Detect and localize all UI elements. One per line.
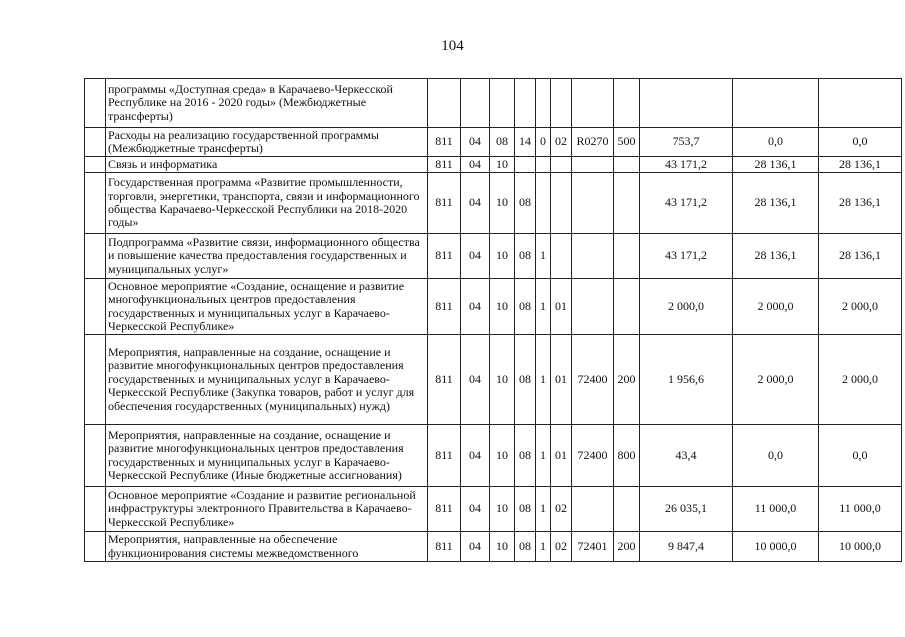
- cell-subsection: 10: [490, 234, 515, 279]
- table-row: [85, 157, 902, 173]
- table-row: [85, 79, 902, 128]
- cell-gov-code: 811: [428, 425, 461, 487]
- cell-expense-type: [614, 234, 640, 279]
- table-row: [85, 279, 902, 335]
- cell-gov-code: 811: [428, 335, 461, 425]
- row-margin-cell: [85, 335, 106, 425]
- cell-gov-code: 811: [428, 173, 461, 234]
- row-margin-cell: [85, 234, 106, 279]
- cell-amount-2020: 2 000,0: [819, 335, 902, 425]
- cell-amount-2019: 28 136,1: [733, 234, 819, 279]
- cell-amount-2018: 26 035,1: [640, 487, 733, 532]
- cell-expense-type: 500: [614, 128, 640, 157]
- cell-gov-code: [428, 79, 461, 128]
- row-margin-cell: [85, 157, 106, 173]
- cell-amount-2018: 43 171,2: [640, 173, 733, 234]
- cell-gov-code: 811: [428, 234, 461, 279]
- cell-event: [551, 157, 572, 173]
- row-margin-cell: [85, 532, 106, 562]
- cell-event: [551, 173, 572, 234]
- table-row: [85, 532, 902, 562]
- cell-program: 08: [515, 335, 536, 425]
- cell-program: 08: [515, 234, 536, 279]
- cell-direction: [572, 234, 614, 279]
- cell-expense-type: 200: [614, 335, 640, 425]
- budget-table: [84, 78, 902, 562]
- row-margin-cell: [85, 79, 106, 128]
- table-row: [85, 173, 902, 234]
- row-name: Мероприятия, направленные на создание, оснащение и развитие многофункциональных центров предоставления государственных и муниципальных услуг в Карачаево-Черкесской Республике (Иные бюджетные ассигнования): [106, 425, 428, 487]
- cell-amount-2020: 11 000,0: [819, 487, 902, 532]
- cell-direction: [572, 279, 614, 335]
- cell-amount-2018: 9 847,4: [640, 532, 733, 562]
- cell-amount-2018: [640, 79, 733, 128]
- cell-subprogram: [536, 173, 551, 234]
- cell-subsection: 10: [490, 279, 515, 335]
- cell-amount-2018: 43 171,2: [640, 234, 733, 279]
- cell-section: 04: [461, 128, 490, 157]
- cell-subprogram: 1: [536, 234, 551, 279]
- cell-section: 04: [461, 335, 490, 425]
- row-name: Расходы на реализацию государственной программы (Межбюджетные трансферты): [106, 128, 428, 157]
- row-margin-cell: [85, 279, 106, 335]
- cell-subsection: 08: [490, 128, 515, 157]
- cell-event: 02: [551, 128, 572, 157]
- cell-program: 08: [515, 279, 536, 335]
- cell-subprogram: 0: [536, 128, 551, 157]
- cell-expense-type: [614, 157, 640, 173]
- cell-expense-type: [614, 279, 640, 335]
- cell-amount-2020: 28 136,1: [819, 234, 902, 279]
- cell-event: [551, 79, 572, 128]
- cell-subprogram: 1: [536, 279, 551, 335]
- cell-subprogram: 1: [536, 532, 551, 562]
- cell-amount-2018: 43,4: [640, 425, 733, 487]
- cell-event: 01: [551, 279, 572, 335]
- cell-amount-2019: 28 136,1: [733, 173, 819, 234]
- cell-amount-2019: 11 000,0: [733, 487, 819, 532]
- cell-amount-2018: 753,7: [640, 128, 733, 157]
- cell-section: 04: [461, 234, 490, 279]
- cell-direction: [572, 487, 614, 532]
- row-name: Мероприятия, направленные на создание, оснащение и развитие многофункциональных центров предоставления государственных и муниципальных услуг в Карачаево-Черкесской Республике (Закупка товаров, работ и услуг для обеспечения государственных (муниципальных) нужд): [106, 335, 428, 425]
- cell-subprogram: [536, 157, 551, 173]
- cell-event: 01: [551, 425, 572, 487]
- cell-direction: 72400: [572, 425, 614, 487]
- cell-program: [515, 157, 536, 173]
- cell-program: 08: [515, 532, 536, 562]
- table-row: [85, 425, 902, 487]
- table-row: [85, 128, 902, 157]
- cell-program: 08: [515, 425, 536, 487]
- cell-subsection: 10: [490, 173, 515, 234]
- cell-amount-2020: 28 136,1: [819, 173, 902, 234]
- cell-subprogram: [536, 79, 551, 128]
- cell-section: 04: [461, 487, 490, 532]
- cell-amount-2020: 0,0: [819, 425, 902, 487]
- row-margin-cell: [85, 425, 106, 487]
- cell-amount-2020: 0,0: [819, 128, 902, 157]
- table-row: [85, 487, 902, 532]
- cell-expense-type: 200: [614, 532, 640, 562]
- row-name: Основное мероприятие «Создание и развитие региональной инфраструктуры электронного Правительства в Карачаево-Черкесской Республике»: [106, 487, 428, 532]
- cell-amount-2019: 2 000,0: [733, 279, 819, 335]
- cell-program: 08: [515, 487, 536, 532]
- cell-gov-code: 811: [428, 128, 461, 157]
- cell-direction: [572, 79, 614, 128]
- cell-subsection: 10: [490, 335, 515, 425]
- cell-event: 02: [551, 487, 572, 532]
- cell-section: 04: [461, 173, 490, 234]
- row-name: программы «Доступная среда» в Карачаево-Черкесской Республике на 2016 - 2020 годы» (Межбюджетные трансферты): [106, 79, 428, 128]
- cell-direction: [572, 173, 614, 234]
- cell-gov-code: 811: [428, 532, 461, 562]
- cell-program: [515, 79, 536, 128]
- cell-amount-2019: 2 000,0: [733, 335, 819, 425]
- cell-amount-2019: [733, 79, 819, 128]
- cell-section: 04: [461, 532, 490, 562]
- cell-subsection: 10: [490, 157, 515, 173]
- cell-subprogram: 1: [536, 335, 551, 425]
- cell-section: 04: [461, 425, 490, 487]
- cell-event: 02: [551, 532, 572, 562]
- cell-direction: [572, 157, 614, 173]
- cell-expense-type: [614, 173, 640, 234]
- cell-expense-type: [614, 79, 640, 128]
- table-row: [85, 335, 902, 425]
- row-margin-cell: [85, 128, 106, 157]
- cell-program: 08: [515, 173, 536, 234]
- cell-program: 14: [515, 128, 536, 157]
- cell-amount-2020: 2 000,0: [819, 279, 902, 335]
- row-name: Мероприятия, направленные на обеспечение функционирования системы межведомственного: [106, 532, 428, 562]
- cell-event: 01: [551, 335, 572, 425]
- row-name: Подпрограмма «Развитие связи, информационного общества и повышение качества предоставления государственных и муниципальных услуг»: [106, 234, 428, 279]
- row-margin-cell: [85, 173, 106, 234]
- cell-direction: 72401: [572, 532, 614, 562]
- cell-subprogram: 1: [536, 425, 551, 487]
- row-name: Связь и информатика: [106, 157, 428, 173]
- cell-amount-2020: 28 136,1: [819, 157, 902, 173]
- cell-amount-2018: 43 171,2: [640, 157, 733, 173]
- row-name: Государственная программа «Развитие промышленности, торговли, энергетики, транспорта, связи и информационного общества Карачаево-Черкесской Республики на 2018-2020 годы»: [106, 173, 428, 234]
- cell-section: [461, 79, 490, 128]
- cell-expense-type: [614, 487, 640, 532]
- cell-gov-code: 811: [428, 157, 461, 173]
- page-number: 104: [441, 38, 464, 54]
- table-row: [85, 234, 902, 279]
- cell-amount-2019: 28 136,1: [733, 157, 819, 173]
- cell-subsection: 10: [490, 487, 515, 532]
- cell-amount-2019: 0,0: [733, 128, 819, 157]
- cell-amount-2018: 1 956,6: [640, 335, 733, 425]
- cell-expense-type: 800: [614, 425, 640, 487]
- cell-gov-code: 811: [428, 487, 461, 532]
- cell-direction: 72400: [572, 335, 614, 425]
- cell-amount-2018: 2 000,0: [640, 279, 733, 335]
- cell-amount-2020: [819, 79, 902, 128]
- cell-amount-2019: 10 000,0: [733, 532, 819, 562]
- budget-table-body: [85, 79, 902, 562]
- row-margin-cell: [85, 487, 106, 532]
- cell-event: [551, 234, 572, 279]
- cell-gov-code: 811: [428, 279, 461, 335]
- cell-section: 04: [461, 157, 490, 173]
- cell-amount-2020: 10 000,0: [819, 532, 902, 562]
- cell-subsection: 10: [490, 425, 515, 487]
- row-name: Основное мероприятие «Создание, оснащение и развитие многофункциональных центров предоставления государственных и муниципальных услуг в Карачаево-Черкесской Республике»: [106, 279, 428, 335]
- cell-subsection: 10: [490, 532, 515, 562]
- cell-subsection: [490, 79, 515, 128]
- cell-direction: R0270: [572, 128, 614, 157]
- cell-amount-2019: 0,0: [733, 425, 819, 487]
- cell-subprogram: 1: [536, 487, 551, 532]
- cell-section: 04: [461, 279, 490, 335]
